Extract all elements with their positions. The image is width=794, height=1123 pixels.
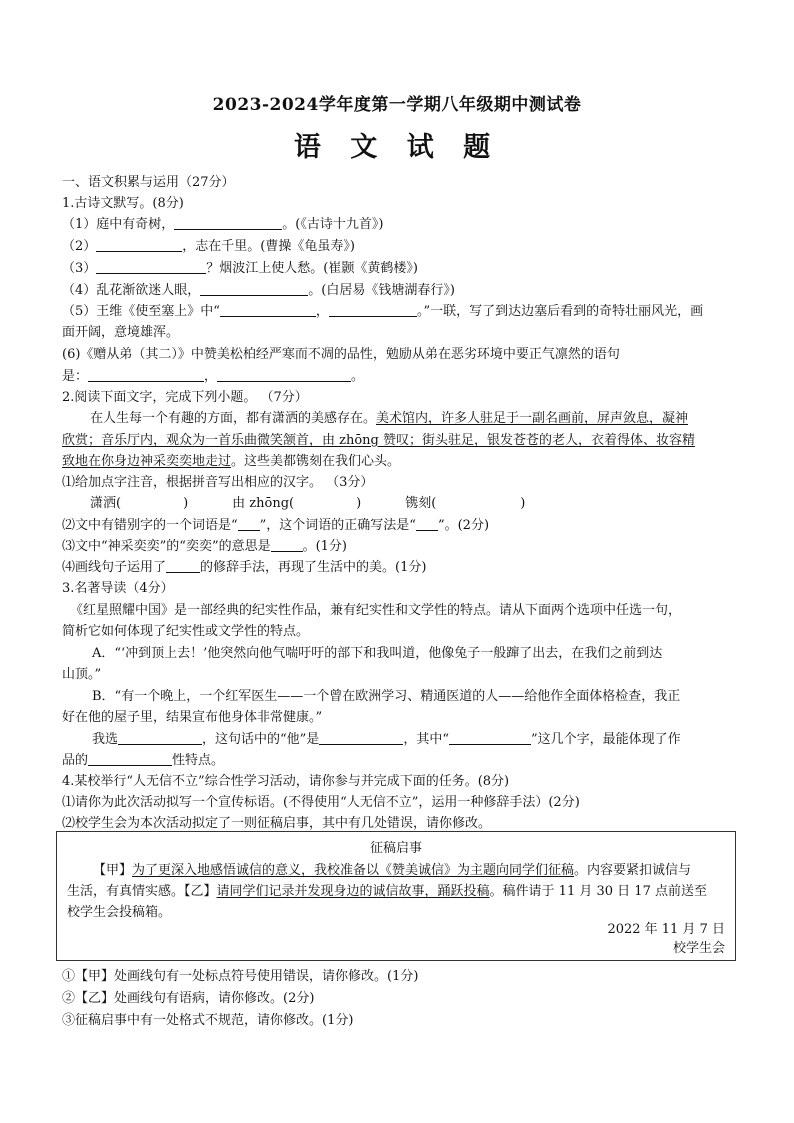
pinyin-item-3: 镌刻( — [405, 496, 437, 511]
q1-6-text-b: 是： — [62, 369, 89, 384]
notice-text: 。内容要紧扣诚信与 — [574, 863, 692, 878]
q3-answer-text: ，这句话中的“他”是 — [202, 732, 320, 747]
q2-sub-2-text: ”。(2分) — [437, 518, 490, 533]
q2-passage-line-2 — [62, 430, 695, 451]
q1-title: 1.古诗文默写。(8分) — [62, 196, 184, 211]
q3-answer-line-2 — [62, 750, 224, 771]
q3-intro-2: 简析它如何体现了纪实性或文学性的特点。 — [62, 624, 310, 639]
answer-blank[interactable] — [166, 558, 200, 573]
paren-close: ) — [183, 496, 189, 511]
answer-blank[interactable] — [319, 730, 403, 745]
pinyin-item-2: 由 zhōng( — [232, 496, 295, 511]
answer-blank[interactable] — [238, 516, 260, 531]
pinyin-item-1: 潇洒( — [90, 496, 122, 511]
q1-item-4 — [62, 280, 455, 301]
q1-item-6-cont — [62, 366, 364, 387]
notice-date: 2022 年 11 月 7 日 — [607, 922, 725, 937]
answer-blank[interactable] — [416, 516, 438, 531]
q1-4-text-b: 。(白居易《钱塘湖春行》) — [308, 283, 455, 298]
q2-passage-line-3 — [62, 451, 400, 472]
q3-option-a: A．“‘冲到顶上去！’他突然向他气喘吁吁的部下和我叫道，他像兔子一般蹿了出去，在我们之前到达 — [92, 646, 663, 661]
notice-line-2 — [67, 881, 707, 902]
q3-option-b-cont: 好在他的屋子里，结果宣布他身体非常健康。” — [62, 710, 323, 725]
notice-text: 。稿件请于 11 月 30 日 17 点前送至 — [489, 884, 707, 899]
answer-blank[interactable] — [88, 751, 172, 766]
q2-title: 2.阅读下面文字，完成下列小题。 （7分） — [62, 390, 308, 405]
q2-sub-2 — [62, 515, 489, 536]
underlined-sentence-yi: 请同学们记录并发现身边的诚信故事，踊跃投稿 — [216, 884, 490, 899]
q4-title: 4.某校举行“人无信不立”综合性学习活动，请你参与并完成下面的任务。(8分) — [62, 774, 510, 789]
q1-2-text-b: ，志在千里。(曹操《龟虽寿》) — [182, 239, 355, 254]
q1-item-5-cont: 面开阔，意境雄浑。 — [62, 325, 180, 340]
notice-line-3: 校学生会投稿箱。 — [67, 905, 172, 920]
notice-text: 生活，有真情实感。 — [67, 884, 185, 899]
q1-5-text-b: ， — [315, 304, 329, 319]
underlined-sentence-jia: 为了更深入地感悟诚信的意义，我校准备以《赞美诚信》为主题向同学们征稿 — [132, 863, 575, 878]
notice-line-1 — [93, 860, 691, 881]
answer-blank[interactable] — [200, 281, 308, 296]
q4-sub-1: ⑴请你为此次活动拟写一个宣传标语。(不得使用“人无信不立”，运用一种修辞手法）(2分) — [62, 795, 580, 810]
q2-sub-2-text: ⑵文中有错别字的一个词语是“ — [62, 518, 238, 533]
q3-answer-text: 品的 — [62, 753, 89, 768]
q3-option-b: B．“有一个晚上，一个红军医生——一个曾在欧洲学习、精通医道的人——给他作全面体格检查，我正 — [92, 689, 681, 704]
q2-sub-2-text: ”，这个词语的正确写法是“ — [259, 518, 416, 533]
answer-blank[interactable] — [220, 302, 316, 317]
notice-signer: 校学生会 — [672, 941, 725, 956]
q3-answer-text: 我选 — [92, 732, 119, 747]
q2-sub-3 — [62, 536, 347, 557]
notice-mark-yi: 【乙】 — [184, 884, 217, 899]
q1-5-text-c: 。”一联，写了到达边塞后看到的奇特壮丽风光，画 — [416, 304, 704, 319]
paren-close: ) — [520, 496, 526, 511]
q3-answer-text: 性特点。 — [172, 753, 225, 768]
q2-passage-text: 。这些美都镌刻在我们心头。 — [231, 454, 401, 469]
q2-passage-line-1 — [90, 408, 688, 429]
q1-6-text-d: 。 — [351, 369, 365, 384]
q1-6-text-c: ， — [204, 369, 218, 384]
q4-sub-2: ⑵校学生会为本次活动拟定了一则征稿启事，其中有几处错误，请你修改。 — [62, 816, 492, 831]
q1-1-text-b: 。(《古诗十九首》) — [282, 217, 384, 232]
paren-close: ) — [356, 496, 362, 511]
underlined-sentence: 致地在你身边神采奕奕地走过 — [62, 454, 232, 469]
q3-option-a-cont: 山顶。” — [62, 667, 102, 682]
q2-sub-4-text: ⑷画线句子运用了 — [62, 560, 167, 575]
notice-box — [56, 831, 736, 961]
q1-item-1 — [62, 214, 383, 235]
exam-title: 2023-2024学年度第一学期八年级期中测试卷 — [212, 95, 582, 115]
q1-3-text-b: ？烟波江上使人愁。(崔颢《黄鹤楼》) — [206, 261, 418, 276]
q1-item-6: (6)《赠从弟（其二）》中赞美松柏经严寒而不凋的品性，勉励从弟在恶劣环境中要正气凛然的语句 — [62, 347, 620, 362]
notice-mark-jia: 【甲】 — [93, 863, 133, 878]
section-heading: 一、语文积累与运用（27分） — [62, 175, 235, 190]
q3-answer-text: ”这几个字，最能体现了作 — [530, 732, 681, 747]
q4-correction-2: ②【乙】处画线句有语病，请你修改。(2分) — [62, 991, 315, 1006]
answer-blank[interactable] — [329, 302, 417, 317]
answer-blank[interactable] — [174, 215, 282, 230]
underlined-sentence: 美术馆内，许多人驻足于一副名画前，屏声敛息，凝神 — [376, 411, 689, 426]
q1-item-3 — [62, 258, 418, 279]
q2-pinyin-row — [90, 493, 525, 514]
q4-correction-1: ①【甲】处画线句有一处标点符号使用错误，请你修改。(1分) — [62, 969, 419, 984]
notice-title: 征稿启事 — [369, 841, 422, 856]
q2-sub-4 — [62, 557, 426, 578]
q1-4-text-a: （4）乱花渐欲迷人眼， — [62, 283, 201, 298]
q1-2-text-a: （2） — [62, 239, 97, 254]
answer-blank[interactable] — [449, 730, 531, 745]
underlined-sentence: 欣赏；音乐厅内，观众为一首乐曲微笑颔首，由 zhōng 赞叹；街头驻足，银发苍苍的老人，衣着得体、妆容精 — [62, 433, 696, 448]
q1-1-text-a: （1）庭中有奇树， — [62, 217, 175, 232]
q3-title: 3.名著导读（4分） — [62, 581, 174, 596]
subject-title: 语 文 试 题 — [293, 132, 501, 163]
q2-sub-1: ⑴给加点字注音，根据拼音写出相应的汉字。 （3分） — [62, 475, 374, 490]
answer-blank[interactable] — [118, 730, 202, 745]
q3-answer-text: ，其中“ — [403, 732, 449, 747]
q1-item-2 — [62, 236, 355, 257]
answer-blank[interactable] — [271, 537, 303, 552]
answer-blank[interactable] — [96, 259, 206, 274]
answer-blank[interactable] — [96, 237, 182, 252]
q2-sub-3-text: ⑶文中“神采奕奕”的“奕奕”的意思是 — [62, 539, 271, 554]
q2-passage-text: 在人生每一个有趣的方面，都有潇洒的美感存在。 — [90, 411, 377, 426]
answer-blank[interactable] — [217, 367, 351, 382]
q2-sub-4-text: 的修辞手法，再现了生活中的美。(1分) — [200, 560, 427, 575]
q3-answer-line-1 — [92, 729, 681, 750]
answer-blank[interactable] — [88, 367, 204, 382]
q4-correction-3: ③征稿启事中有一处格式不规范，请你修改。(1分) — [62, 1013, 354, 1028]
q1-3-text-a: （3） — [62, 261, 97, 276]
q3-intro-1: 《红星照耀中国》是一部经典的纪实性作品，兼有纪实性和文学性的特点。请从下面两个选项中任选一句， — [70, 603, 682, 618]
q2-sub-3-text: 。(1分) — [302, 539, 348, 554]
q1-5-text-a: （5）王维《使至塞上》中“ — [62, 304, 220, 319]
q1-item-5 — [62, 301, 703, 322]
